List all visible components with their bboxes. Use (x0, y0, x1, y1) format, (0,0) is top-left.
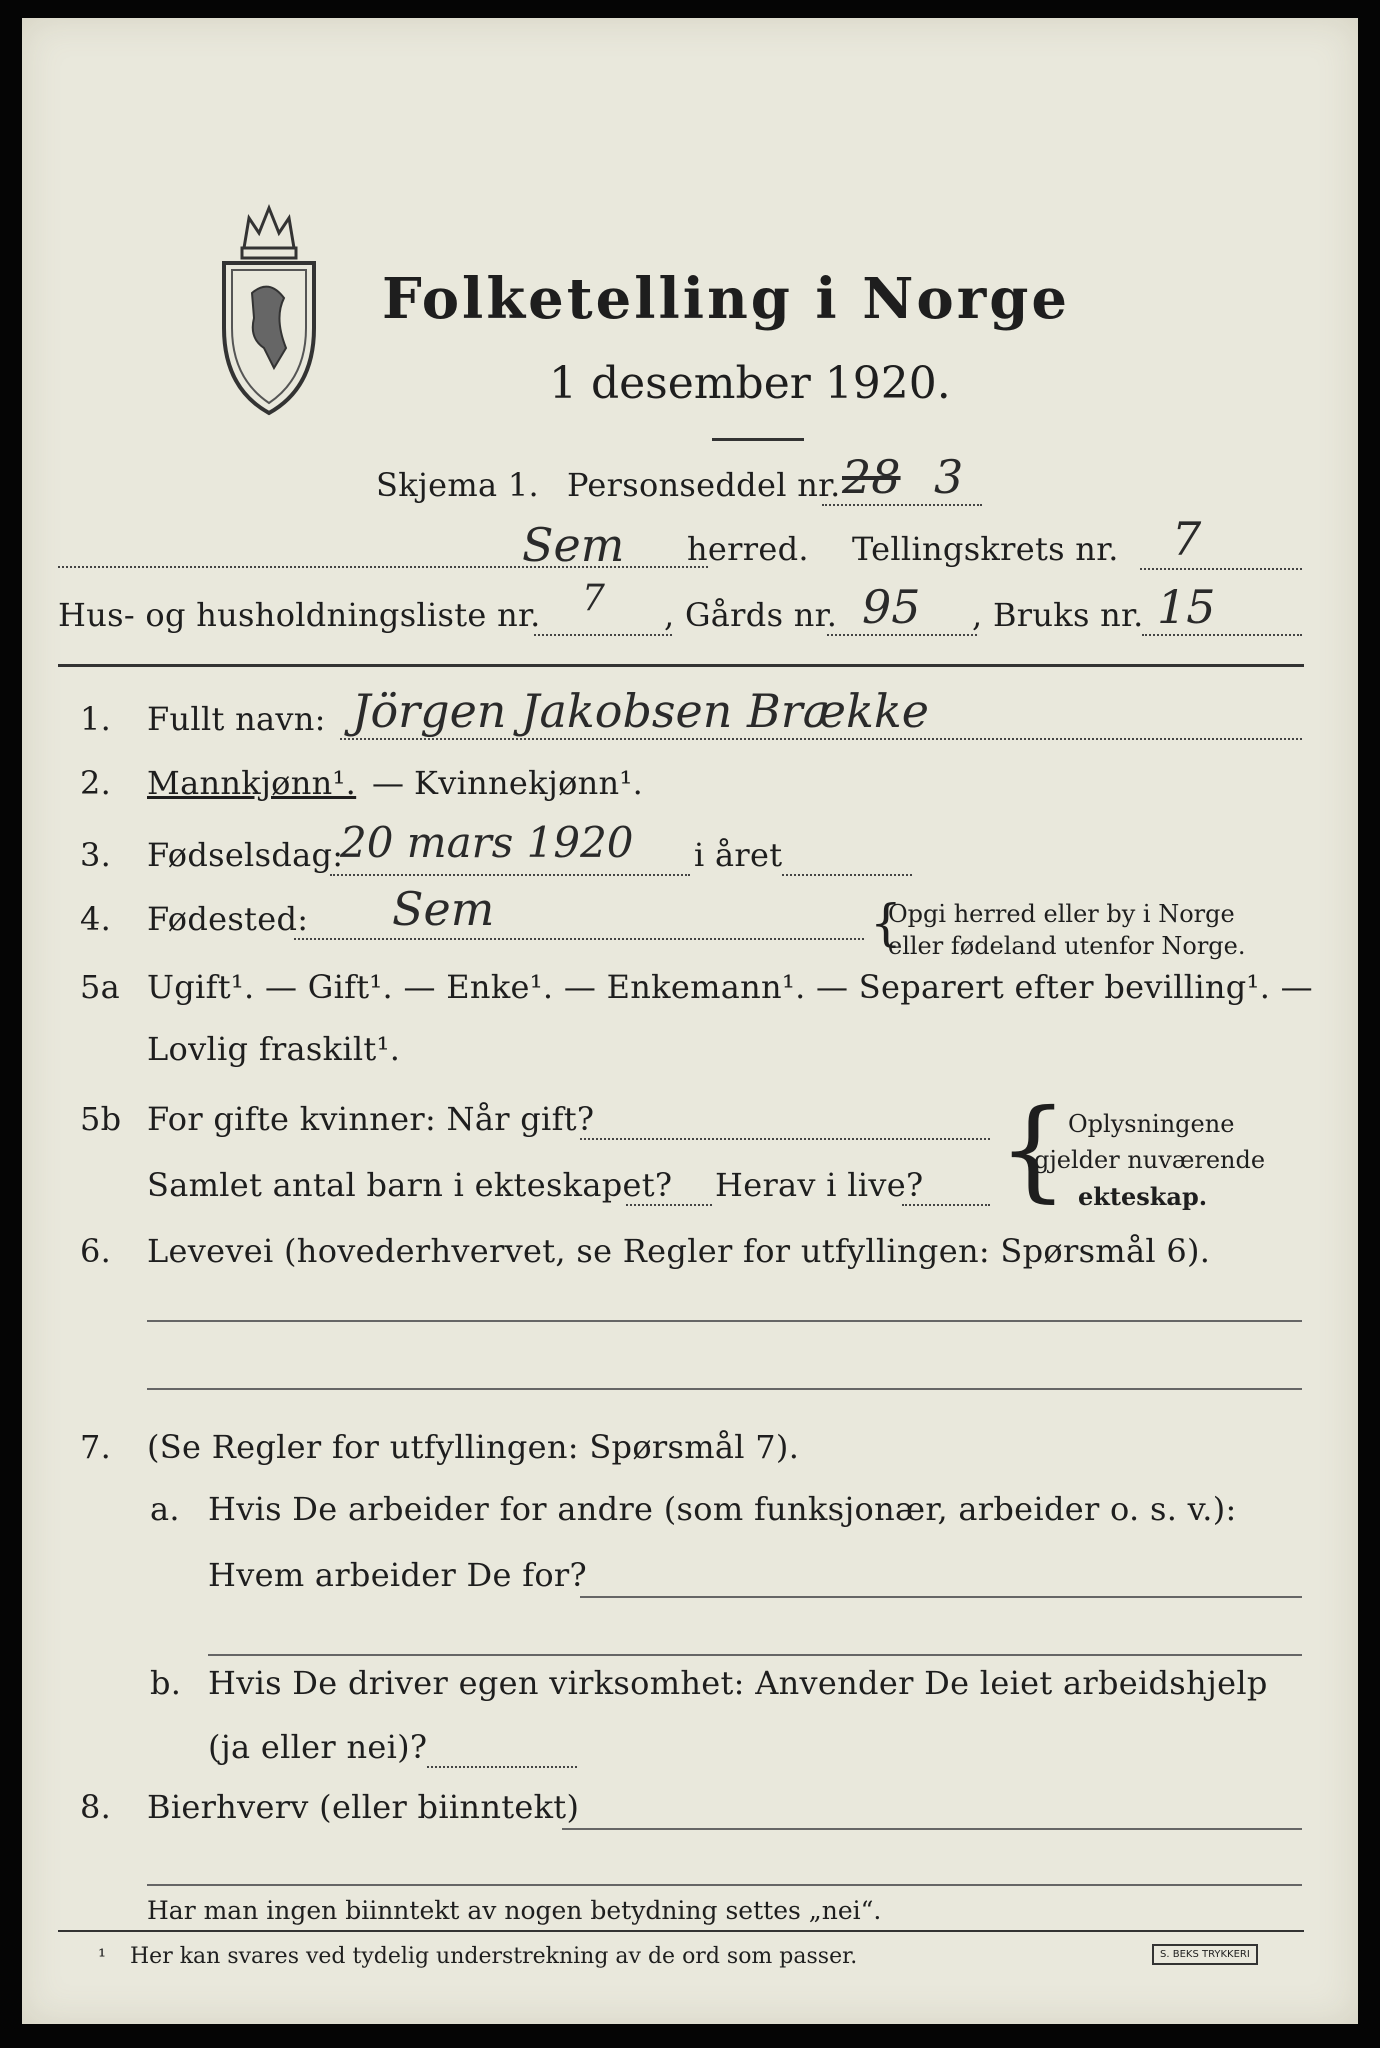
q8-number: 8. (80, 1788, 112, 1826)
title-rule (712, 438, 804, 441)
q6-label: Levevei (hovederhvervet, se Regler for utfyllingen: Spørsmål 6). (147, 1232, 1211, 1270)
q4-note-1: Opgi herred eller by i Norge (888, 900, 1235, 928)
kvinnekjonn-option: Kvinnekjønn¹. (414, 764, 644, 802)
hus-value: 7 (582, 578, 605, 619)
tellingskrets-value: 7 (1172, 512, 1202, 566)
q5b-number: 5b (80, 1100, 122, 1138)
q4-number: 4. (80, 900, 112, 938)
birthdate-value: 20 mars 1920 (340, 818, 634, 867)
personseddel-label: Personseddel nr. (567, 466, 841, 504)
bruks-value: 15 (1157, 580, 1216, 634)
q5a-line-1: Ugift¹. — Gift¹. — Enke¹. — Enkemann¹. — Separert efter bevilling¹. — (147, 968, 1313, 1006)
q5b-note-3: ekteskap. (1078, 1182, 1208, 1211)
q7a-line-1: Hvis De arbeider for andre (som funksjonær, arbeider o. s. v.): (208, 1490, 1237, 1528)
q5b-label-1: For gifte kvinner: Når gift? (147, 1100, 595, 1138)
herred-label: herred. (687, 530, 809, 568)
q5a-number: 5a (80, 968, 121, 1006)
footnote-text: Her kan svares ved tydelig understrekning av de ord som passer. (130, 1944, 858, 1969)
q4-note-2: eller fødeland utenfor Norge. (888, 932, 1246, 960)
q5b-note-1: Oplysningene (1068, 1110, 1235, 1138)
q3-label: Fødselsdag: (147, 836, 344, 874)
skjema-label: Skjema 1. (376, 466, 539, 504)
q2-number: 2. (80, 764, 112, 802)
q3-suffix: i året (694, 836, 783, 874)
q5b-note-2: gjelder nuværende (1034, 1146, 1266, 1174)
q3-number: 3. (80, 836, 112, 874)
q5a-line-2: Lovlig fraskilt¹. (147, 1030, 401, 1068)
norwegian-coat-of-arms-icon (214, 198, 324, 418)
personseddel-crossed-value: 28 (842, 450, 901, 504)
q7b-line-2: (ja eller nei)? (208, 1728, 428, 1766)
q7a-line-2: Hvem arbeider De for? (208, 1556, 587, 1594)
gards-value: 95 (862, 580, 921, 634)
q2-separator: — (372, 764, 405, 802)
form-title: Folketelling i Norge (382, 266, 1071, 332)
q7b-line-1: Hvis De driver egen virksomhet: Anvender De leiet arbeidshjelp (208, 1664, 1268, 1702)
gards-label: , Gårds nr. (664, 596, 838, 634)
printer-stamp: S. BEKS TRYKKERI (1152, 1944, 1258, 1965)
footnote-rule (58, 1930, 1304, 1932)
q1-label: Fullt navn: (147, 700, 326, 738)
q7-number: 7. (80, 1428, 112, 1466)
q4-label: Fødested: (147, 900, 309, 938)
header-divider (58, 664, 1304, 667)
q7b-number: b. (150, 1664, 182, 1702)
mannkjonn-option: Mannkjønn¹. (147, 764, 357, 802)
q6-number: 6. (80, 1232, 112, 1270)
q4-brace-icon: { (870, 894, 902, 952)
q1-number: 1. (80, 700, 112, 738)
q5b-brace-icon: { (998, 1085, 1068, 1213)
personseddel-value: 3 (934, 450, 964, 504)
q7-label: (Se Regler for utfyllingen: Spørsmål 7). (147, 1428, 800, 1466)
full-name-value: Jörgen Jakobsen Brække (352, 684, 929, 738)
hus-label: Hus- og husholdningsliste nr. (58, 596, 541, 634)
herred-value: Sem (522, 518, 625, 572)
q5b-label-3: Herav i live? (715, 1166, 924, 1204)
census-form-page (22, 18, 1358, 2024)
q5b-label-2: Samlet antal barn i ekteskapet? (147, 1166, 673, 1204)
birthplace-value: Sem (392, 882, 495, 936)
tellingskrets-label: Tellingskrets nr. (852, 530, 1119, 568)
footnote-mark: ¹ (98, 1944, 107, 1968)
q8-label: Bierhverv (eller biinntekt) (147, 1788, 580, 1826)
bruks-label: , Bruks nr. (972, 596, 1144, 634)
q7a-number: a. (150, 1490, 180, 1528)
q8-note: Har man ingen biinntekt av nogen betydning settes „nei“. (147, 1896, 882, 1925)
census-date: 1 desember 1920. (549, 358, 951, 409)
